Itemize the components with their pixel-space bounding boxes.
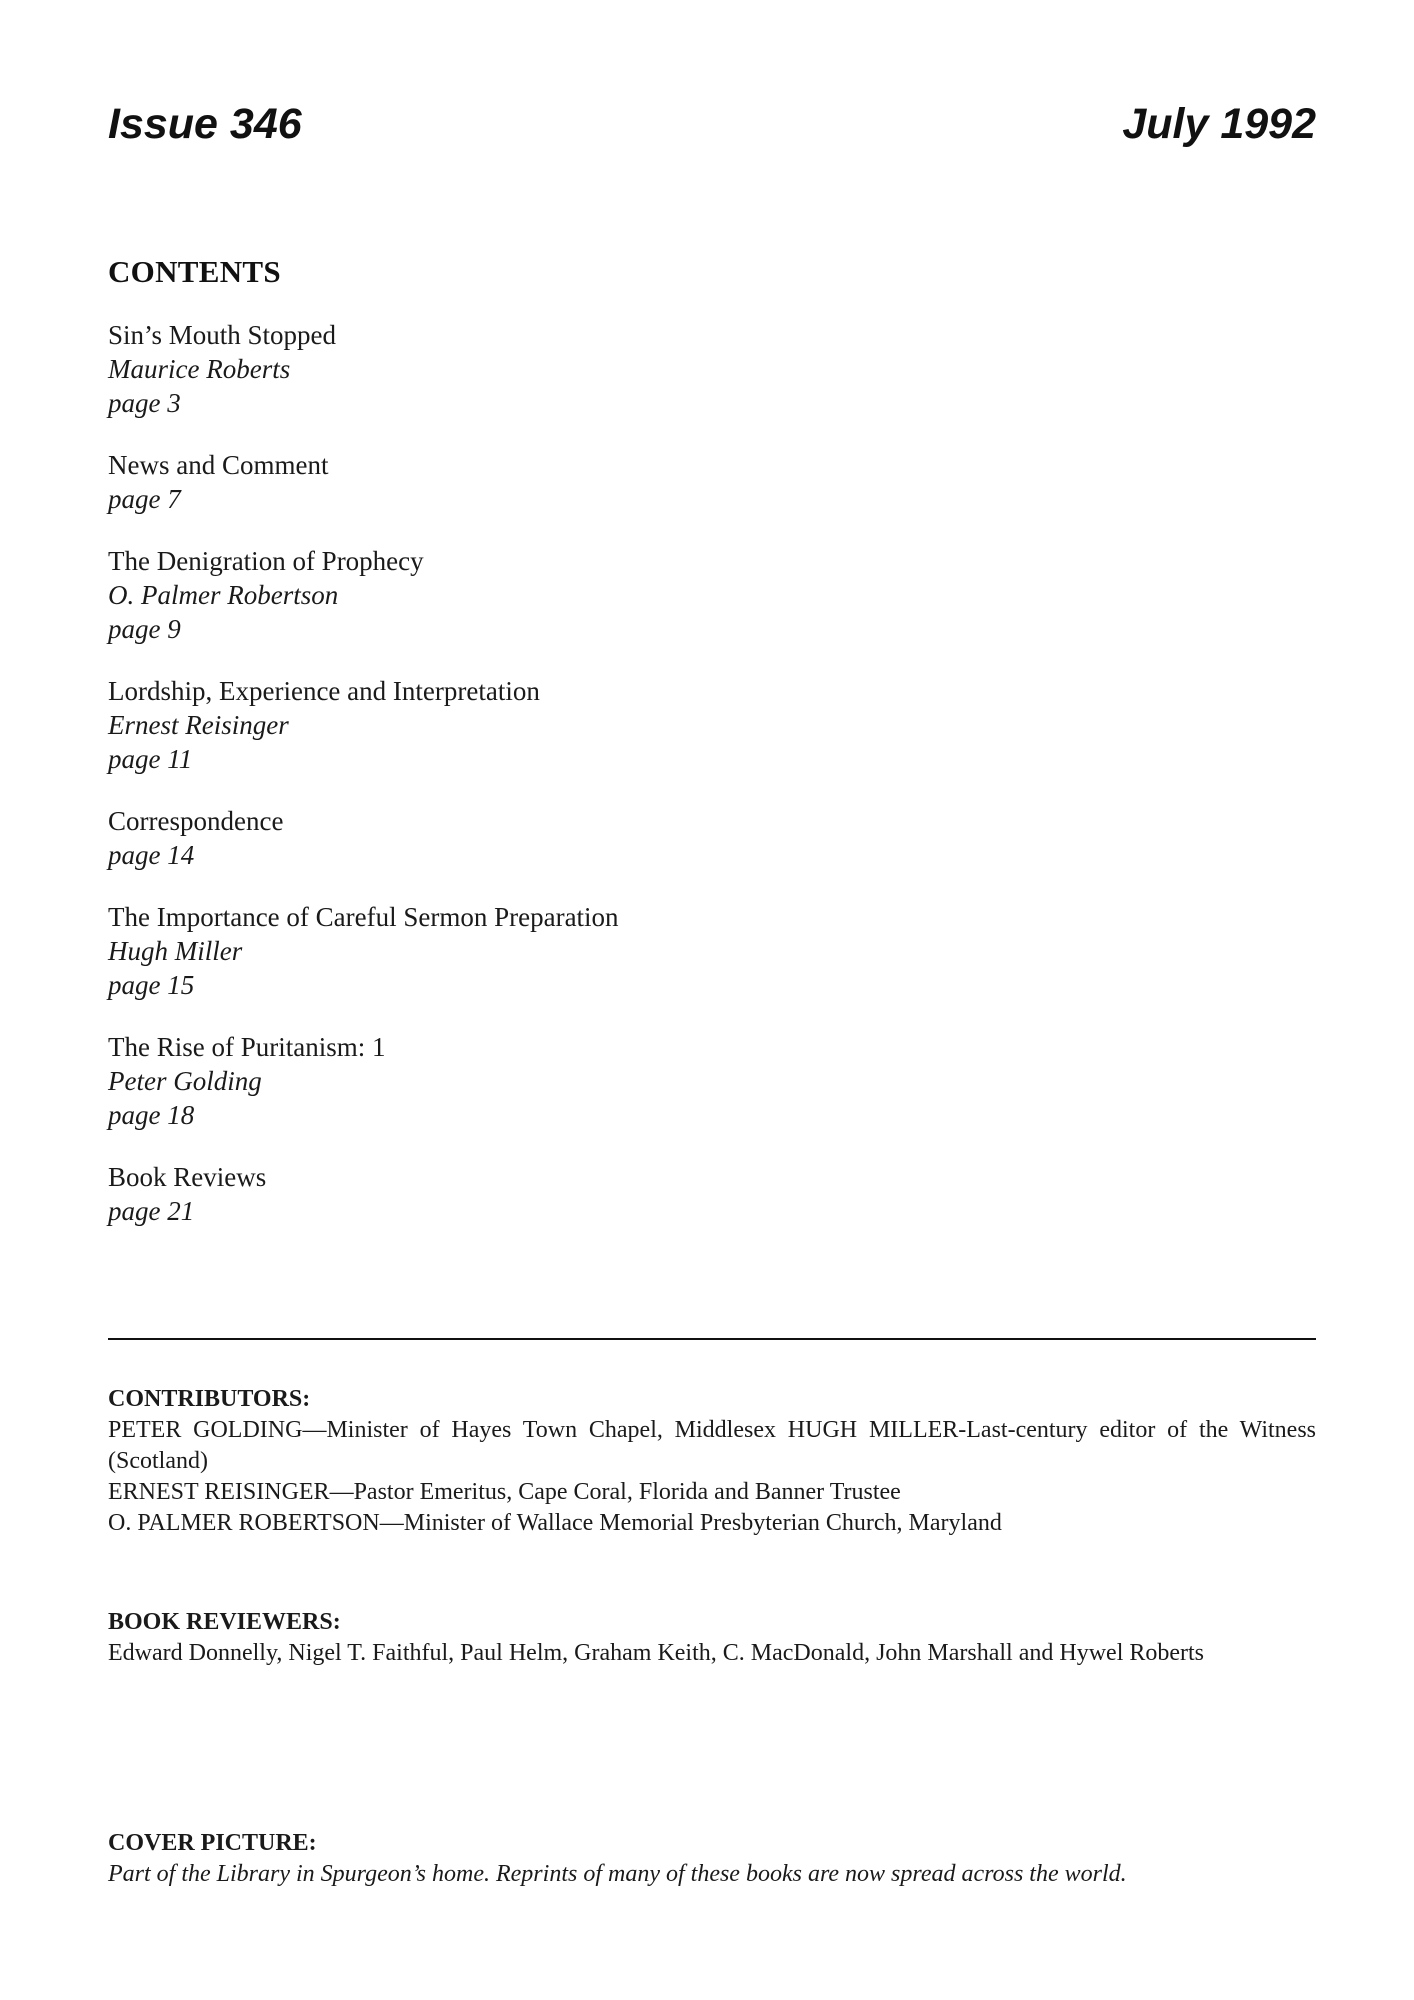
entry-author: Hugh Miller: [108, 936, 243, 966]
contents-entry: [108, 318, 1008, 420]
entry-author: Maurice Roberts: [108, 354, 291, 384]
entry-page: page 15: [108, 970, 195, 1000]
entry-page: page 9: [108, 614, 181, 644]
contents-entry: [108, 900, 1008, 1002]
contributors-section: [108, 1384, 1316, 1539]
entry-title: Book Reviews: [108, 1162, 267, 1192]
section-divider: [108, 1338, 1316, 1340]
entry-page: page 14: [108, 840, 195, 870]
cover-picture-caption: Part of the Library in Spurgeon’s home. Reprints of many of these books are now spread across the world.: [108, 1861, 1127, 1887]
book-reviewers-section: [108, 1607, 1316, 1669]
entry-page: page 7: [108, 484, 181, 514]
entry-title: The Rise of Puritanism: 1: [108, 1032, 386, 1062]
entry-title: The Importance of Careful Sermon Preparation: [108, 902, 619, 932]
entry-title: Lordship, Experience and Interpretation: [108, 676, 540, 706]
issue-date: July 1992: [1122, 100, 1316, 148]
contents-entry: [108, 544, 1008, 646]
entry-title: The Denigration of Prophecy: [108, 546, 424, 576]
magazine-contents-page: [108, 0, 1316, 2000]
contents-list: [108, 318, 1008, 1256]
issue-number: Issue 346: [108, 100, 302, 148]
contents-entry: [108, 804, 1008, 872]
entry-title: Correspondence: [108, 806, 284, 836]
entry-page: page 21: [108, 1196, 195, 1226]
entry-author: Ernest Reisinger: [108, 710, 289, 740]
contributor-line: PETER GOLDING—Minister of Hayes Town Chapel, Middlesex HUGH MILLER-Last-century editor of the Witness (Scotland): [108, 1417, 1316, 1474]
contents-entry: [108, 448, 1008, 516]
entry-author: Peter Golding: [108, 1066, 262, 1096]
contents-entry: [108, 674, 1008, 776]
contributor-line: O. PALMER ROBERTSON—Minister of Wallace Memorial Presbyterian Church, Maryland: [108, 1510, 1002, 1536]
entry-page: page 18: [108, 1100, 195, 1130]
cover-picture-heading: COVER PICTURE:: [108, 1830, 317, 1856]
book-reviewers-heading: BOOK REVIEWERS:: [108, 1609, 341, 1635]
contents-heading: CONTENTS: [108, 254, 281, 289]
entry-title: News and Comment: [108, 450, 329, 480]
entry-author: O. Palmer Robertson: [108, 580, 339, 610]
contributors-heading: CONTRIBUTORS:: [108, 1386, 311, 1412]
masthead: [108, 96, 1316, 156]
contributor-line: ERNEST REISINGER—Pastor Emeritus, Cape Coral, Florida and Banner Trustee: [108, 1479, 901, 1505]
entry-page: page 3: [108, 388, 181, 418]
entry-page: page 11: [108, 744, 193, 774]
contents-entry: [108, 1160, 1008, 1228]
cover-picture-section: [108, 1828, 1316, 1890]
contents-entry: [108, 1030, 1008, 1132]
book-reviewers-names: Edward Donnelly, Nigel T. Faithful, Paul Helm, Graham Keith, C. MacDonald, John Marshall and Hywel Roberts: [108, 1640, 1205, 1666]
entry-title: Sin’s Mouth Stopped: [108, 320, 337, 350]
